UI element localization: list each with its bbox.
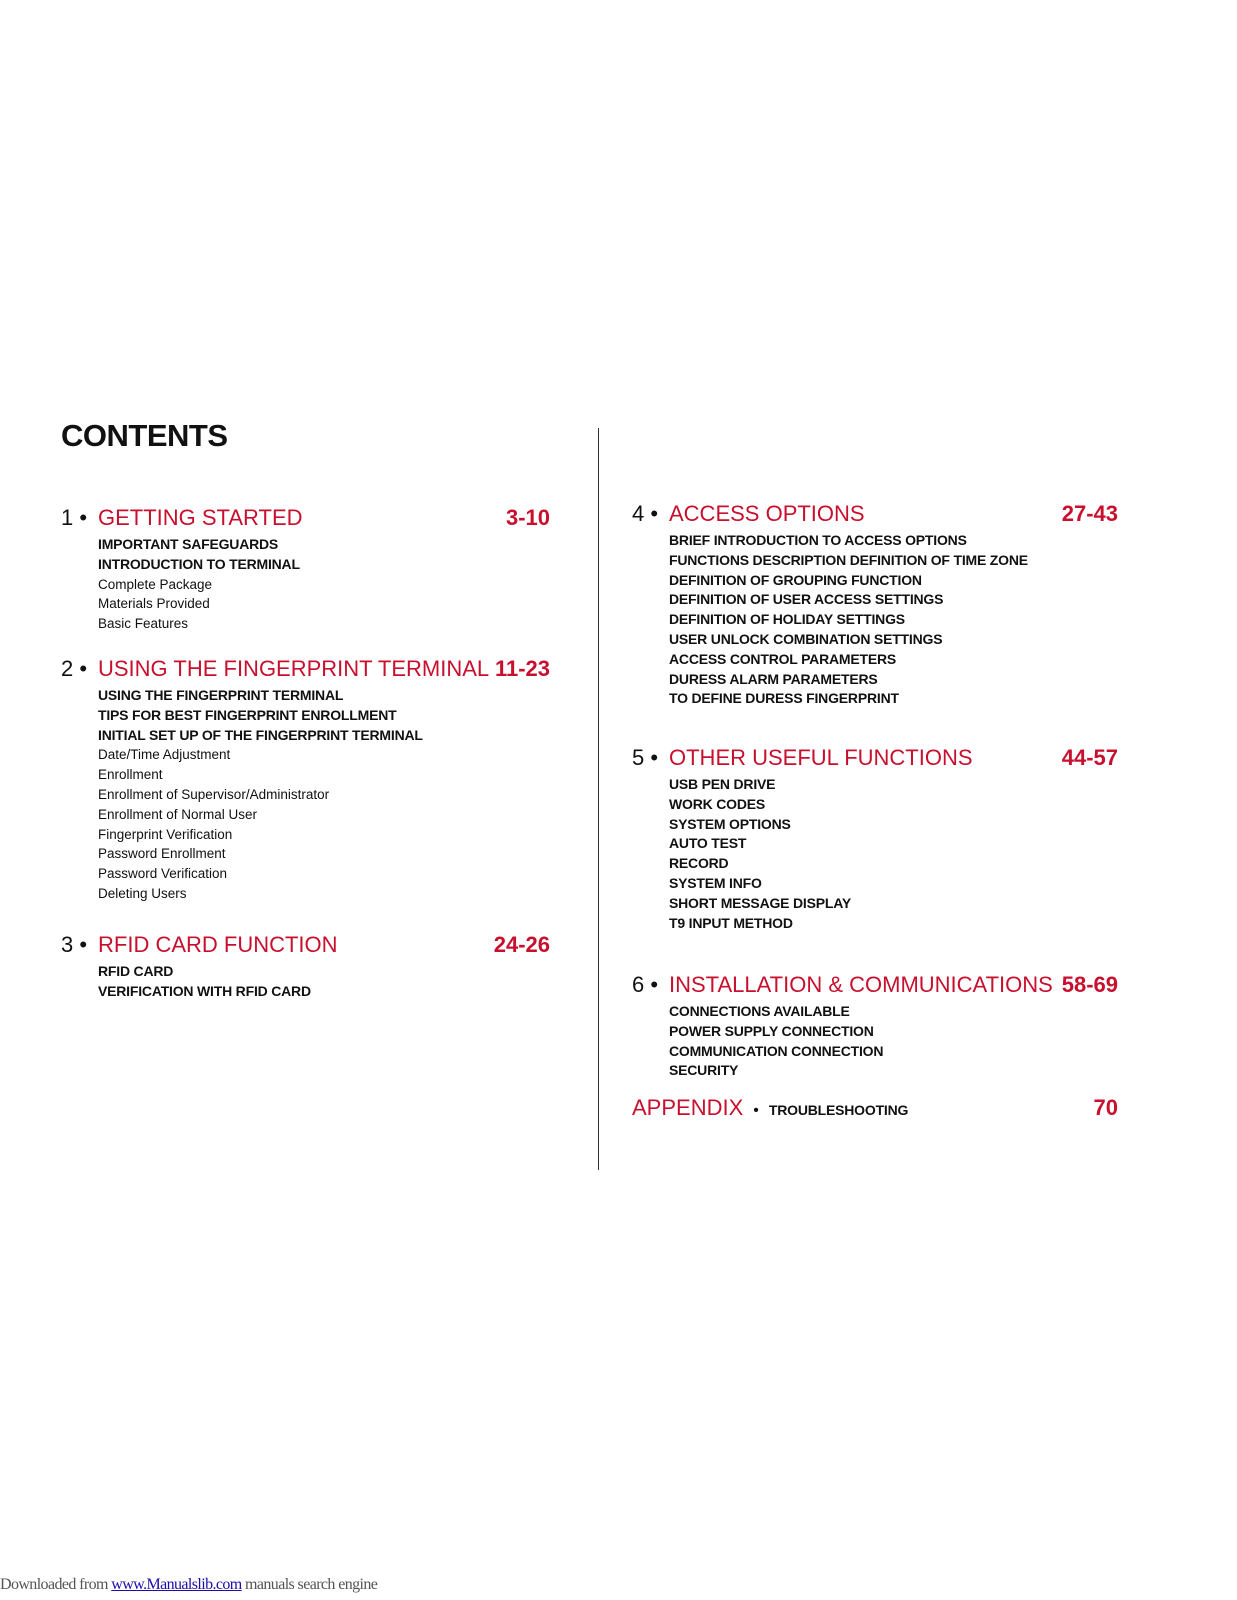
section-number: 1 • — [61, 505, 88, 530]
toc-item[interactable]: RECORD — [669, 855, 729, 872]
section-item-list — [61, 962, 550, 1002]
section-number: 3 • — [61, 932, 88, 957]
toc-item[interactable]: USING THE FINGERPRINT TERMINAL — [98, 687, 344, 703]
toc-item[interactable]: COMMUNICATION CONNECTION — [669, 1042, 884, 1059]
section-title: USING THE FINGERPRINT TERMINAL — [98, 656, 490, 681]
section-access-options — [632, 501, 1118, 709]
section-heading[interactable] — [632, 501, 1118, 531]
toc-item[interactable]: TO DEFINE DURESS FINGERPRINT — [669, 690, 899, 707]
toc-item[interactable]: WORK CODES — [669, 795, 766, 812]
toc-item[interactable]: SYSTEM INFO — [669, 874, 762, 891]
toc-item[interactable]: Enrollment of Normal User — [98, 806, 258, 822]
toc-item[interactable]: INTRODUCTION TO TERMINAL — [98, 555, 300, 572]
section-heading[interactable] — [61, 656, 550, 686]
section-title: GETTING STARTED — [98, 505, 303, 530]
section-number: 2 • — [61, 656, 88, 681]
section-title: OTHER USEFUL FUNCTIONS — [669, 745, 973, 770]
section-heading[interactable] — [61, 505, 550, 535]
section-number: 4 • — [632, 501, 659, 526]
section-heading[interactable] — [632, 972, 1118, 1002]
section-pages: 27-43 — [1061, 501, 1118, 526]
toc-item[interactable]: Basic Features — [98, 616, 189, 632]
toc-item[interactable]: AUTO TEST — [669, 835, 747, 852]
toc-item[interactable]: DEFINITION OF USER ACCESS SETTINGS — [669, 591, 944, 608]
section-item-list — [61, 535, 550, 634]
section-item-list — [632, 531, 1118, 709]
toc-item[interactable]: SYSTEM OPTIONS — [669, 815, 791, 832]
section-title: INSTALLATION & COMMUNICATIONS — [669, 972, 1053, 997]
section-rfid-card-function — [61, 932, 550, 1002]
toc-item[interactable]: Deleting Users — [98, 885, 187, 901]
manualslib-link[interactable]: www.Manualslib.com — [111, 1576, 242, 1593]
toc-item[interactable]: VERIFICATION WITH RFID CARD — [98, 982, 311, 999]
appendix-pages: 70 — [1093, 1095, 1118, 1120]
toc-item[interactable]: Materials Provided — [98, 596, 210, 612]
section-item-list — [632, 775, 1118, 933]
section-number: 5 • — [632, 745, 659, 770]
section-installation-communications — [632, 972, 1118, 1081]
toc-item[interactable]: Fingerprint Verification — [98, 826, 233, 842]
toc-item[interactable]: ACCESS CONTROL PARAMETERS — [669, 650, 897, 667]
column-divider — [598, 428, 599, 1170]
section-getting-started — [61, 505, 550, 634]
appendix-label: APPENDIX — [632, 1095, 744, 1120]
toc-item[interactable]: SHORT MESSAGE DISPLAY — [669, 894, 851, 911]
toc-item[interactable]: Password Verification — [98, 866, 228, 882]
section-title: RFID CARD FUNCTION — [98, 932, 338, 957]
toc-item[interactable]: INITIAL SET UP OF THE FINGERPRINT TERMINAL — [98, 726, 423, 743]
section-heading[interactable] — [632, 745, 1118, 775]
toc-item[interactable]: DEFINITION OF GROUPING FUNCTION — [669, 571, 922, 588]
toc-item[interactable]: DEFINITION OF HOLIDAY SETTINGS — [669, 611, 905, 628]
footer-suffix: manuals search engine — [241, 1576, 378, 1593]
section-pages: 58-69 — [1061, 972, 1118, 997]
section-heading[interactable] — [61, 932, 550, 962]
section-pages: 44-57 — [1061, 745, 1118, 770]
toc-item[interactable]: CONNECTIONS AVAILABLE — [669, 1003, 850, 1019]
section-item-list — [632, 1002, 1118, 1081]
download-footer — [0, 1576, 377, 1594]
appendix-item: TROUBLESHOOTING — [768, 1102, 909, 1118]
toc-item[interactable]: IMPORTANT SAFEGUARDS — [98, 536, 279, 552]
toc-item[interactable]: TIPS FOR BEST FINGERPRINT ENROLLMENT — [98, 706, 397, 723]
section-title: ACCESS OPTIONS — [669, 501, 865, 526]
toc-item[interactable]: RFID CARD — [98, 963, 174, 979]
toc-item[interactable]: FUNCTIONS DESCRIPTION DEFINITION OF TIME ZONE — [669, 551, 1028, 568]
section-pages: 3-10 — [505, 505, 550, 530]
section-pages: 11-23 — [494, 656, 550, 681]
section-other-useful-functions — [632, 745, 1118, 933]
toc-item[interactable]: DURESS ALARM PARAMETERS — [669, 670, 878, 687]
toc-item[interactable]: T9 INPUT METHOD — [669, 914, 793, 931]
section-number: 6 • — [632, 972, 659, 997]
toc-item[interactable]: Complete Package — [98, 576, 213, 592]
footer-prefix: Downloaded from — [0, 1576, 112, 1593]
toc-item[interactable]: POWER SUPPLY CONNECTION — [669, 1022, 874, 1039]
appendix-entry[interactable] — [632, 1095, 1118, 1121]
section-using-fingerprint-terminal — [61, 656, 550, 904]
toc-item[interactable]: USER UNLOCK COMBINATION SETTINGS — [669, 630, 943, 647]
appendix-bullet: • — [753, 1102, 759, 1119]
toc-item[interactable]: Date/Time Adjustment — [98, 747, 231, 763]
toc-item[interactable]: SECURITY — [669, 1062, 739, 1079]
toc-item[interactable]: Password Enrollment — [98, 846, 226, 862]
page-title: CONTENTS — [61, 418, 228, 453]
section-pages: 24-26 — [493, 932, 550, 957]
toc-item[interactable]: USB PEN DRIVE — [669, 776, 776, 792]
section-item-list — [61, 686, 550, 904]
toc-item[interactable]: Enrollment of Supervisor/Administrator — [98, 786, 330, 802]
toc-item[interactable]: Enrollment — [98, 767, 163, 783]
toc-item[interactable]: BRIEF INTRODUCTION TO ACCESS OPTIONS — [669, 532, 967, 548]
